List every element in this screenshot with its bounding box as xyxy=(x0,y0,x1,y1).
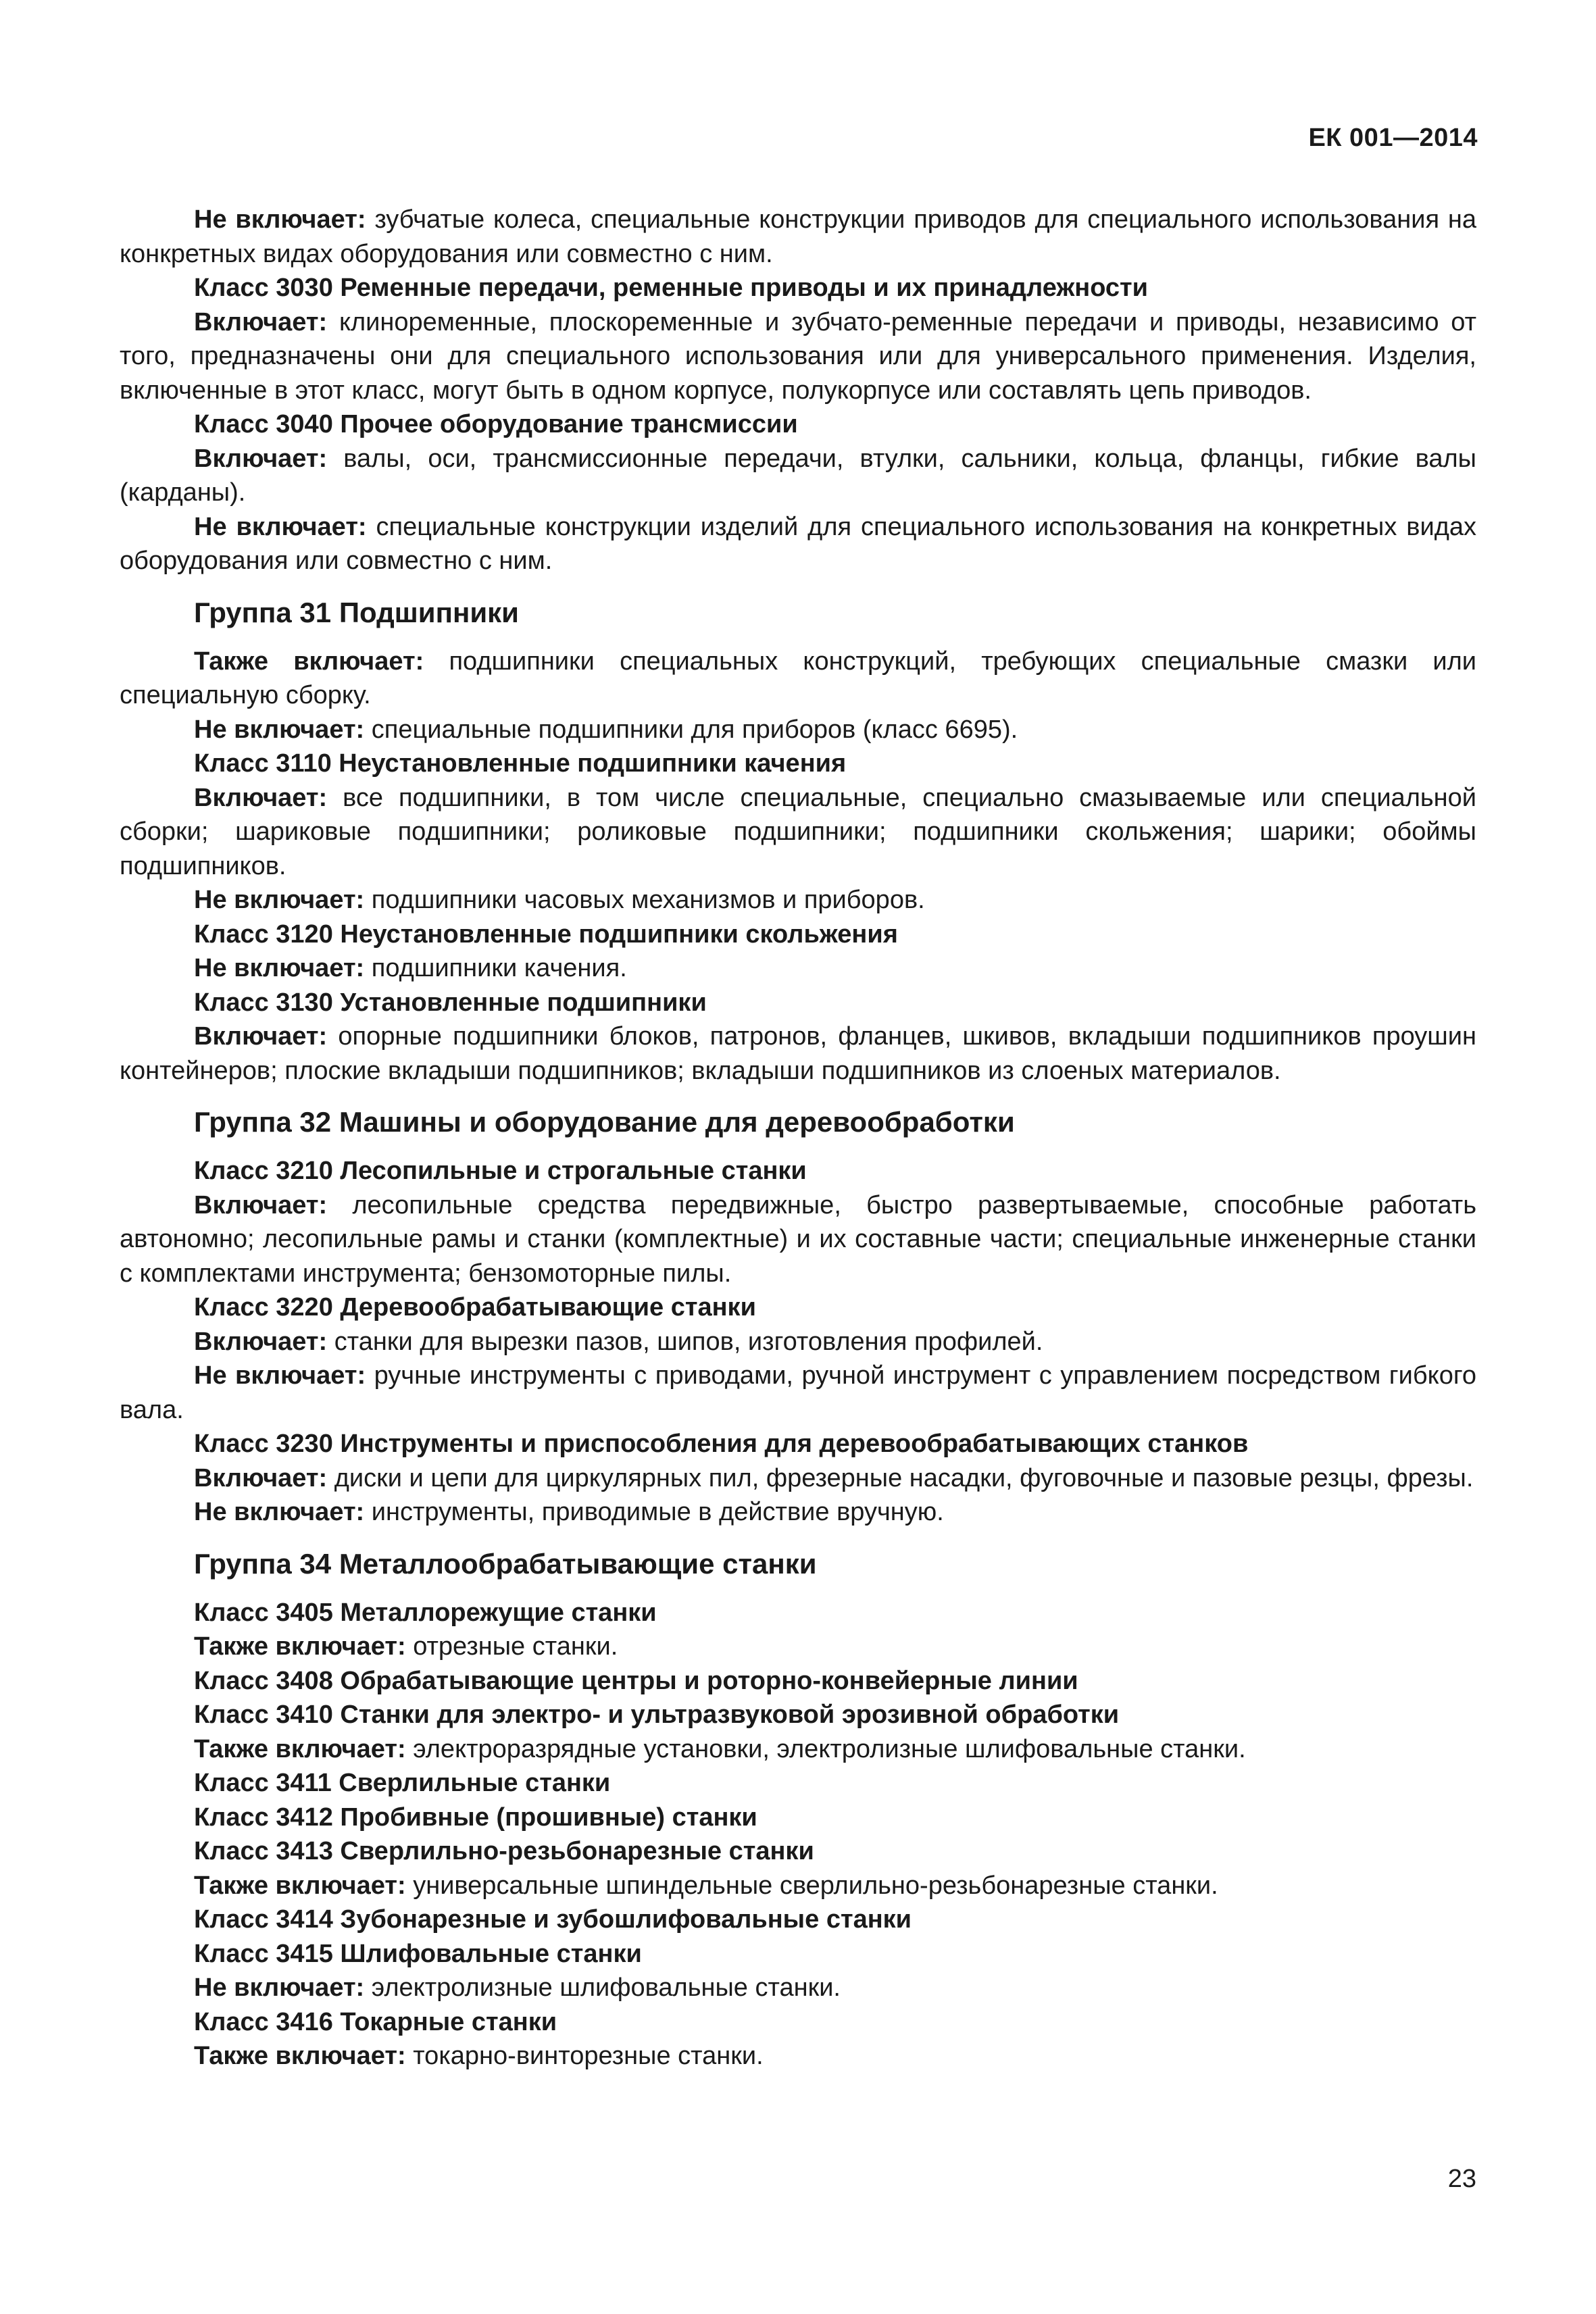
paragraph-text: электролизные шлифовальные станки. xyxy=(371,1973,841,2002)
paragraph-label: Включает: xyxy=(194,1327,328,1356)
class-heading: Класс 3415 Шлифовальные станки xyxy=(194,1939,642,1968)
paragraph-label: Не включает: xyxy=(194,954,365,982)
paragraph xyxy=(120,713,1476,747)
document-code: ЕК 001—2014 xyxy=(1308,124,1478,152)
paragraph xyxy=(120,1869,1476,1903)
paragraph-label: Также включает: xyxy=(194,2042,406,2070)
paragraph-text: все подшипники, в том числе специальные, специально смазываемые или специальной сборки; шариковые подшипники; роликовые подшипники; подшипники скольжения; шарики; обоймы подшипников. xyxy=(120,783,1477,880)
paragraph xyxy=(120,2039,1476,2073)
paragraph xyxy=(120,1971,1476,2005)
paragraph xyxy=(120,442,1476,510)
paragraph-text: валы, оси, трансмиссионные передачи, втулки, сальники, кольца, фланцы, гибкие валы (карданы). xyxy=(120,444,1476,507)
paragraph-label: Не включает: xyxy=(194,1361,366,1390)
page-number: 23 xyxy=(1447,2165,1476,2193)
paragraph-text: лесопильные средства передвижные, быстро развертываемые, способные работать автономно; лесопильные рамы и станки (комплектные) и их составные части; специальные инженерные станки с комплектами инструмента; бензомоторные пилы. xyxy=(120,1190,1476,1288)
paragraph-text: ручные инструменты с приводами, ручной инструмент с управлением посредством гибкого вала. xyxy=(120,1361,1477,1424)
paragraph-text: инструменты, приводимые в действие вручную. xyxy=(371,1498,944,1526)
paragraph-label: Не включает: xyxy=(194,1973,365,2002)
paragraph-label: Не включает: xyxy=(194,1498,365,1526)
paragraph xyxy=(120,1188,1476,1291)
paragraph-text: подшипники качения. xyxy=(371,954,627,982)
class-heading: Класс 3411 Сверлильные станки xyxy=(194,1769,611,1797)
paragraph-label: Также включает: xyxy=(194,1734,406,1763)
paragraph xyxy=(120,1359,1476,1427)
paragraph-text: опорные подшипники блоков, патронов, фланцев, шкивов, вкладыши подшипников проушин контейнеров; плоские вкладыши подшипников; вкладыши подшипников из слоеных материалов. xyxy=(120,1022,1476,1085)
class-heading: Класс 3230 Инструменты и приспособления для деревообрабатывающих станков xyxy=(194,1430,1249,1458)
class-heading: Класс 3030 Ременные передачи, ременные приводы и их принадлежности xyxy=(194,274,1149,302)
paragraph-label: Не включает: xyxy=(194,205,366,234)
paragraph-label: Включает: xyxy=(194,1190,328,1219)
class-heading: Класс 3410 Станки для электро- и ультразвуковой эрозивной обработки xyxy=(194,1701,1120,1729)
paragraph-label: Включает: xyxy=(194,1022,328,1051)
group-heading: Группа 34 Металлообрабатывающие станки xyxy=(194,1547,817,1580)
paragraph xyxy=(120,1461,1476,1496)
paragraph-text: электроразрядные установки, электролизные шлифовальные станки. xyxy=(413,1734,1246,1763)
class-heading: Класс 3120 Неустановленные подшипники скольжения xyxy=(194,920,898,949)
paragraph-label: Также включает: xyxy=(194,647,424,676)
paragraph-label: Включает: xyxy=(194,307,328,336)
paragraph xyxy=(120,203,1476,271)
paragraph-label: Не включает: xyxy=(194,715,365,744)
paragraph-text: диски и цепи для циркулярных пил, фрезерные насадки, фуговочные и пазовые резцы, фрезы. xyxy=(334,1463,1474,1492)
paragraph xyxy=(120,1732,1476,1767)
paragraph-text: станки для вырезки пазов, шипов, изготовления профилей. xyxy=(334,1327,1043,1356)
class-heading: Класс 3210 Лесопильные и строгальные станки xyxy=(194,1157,807,1185)
paragraph xyxy=(120,510,1476,578)
paragraph xyxy=(120,1325,1476,1359)
paragraph-text: подшипники часовых механизмов и приборов. xyxy=(371,886,925,914)
class-heading: Класс 3220 Деревообрабатывающие станки xyxy=(194,1293,756,1322)
paragraph xyxy=(120,1630,1476,1664)
paragraph-text: специальные конструкции изделий для специального использования на конкретных видах оборудования или совместно с ним. xyxy=(120,512,1477,575)
class-heading: Класс 3412 Пробивные (прошивные) станки xyxy=(194,1803,757,1832)
group-heading: Группа 32 Машины и оборудование для деревообработки xyxy=(194,1106,1015,1138)
group-heading: Группа 31 Подшипники xyxy=(194,596,519,628)
document-body xyxy=(120,203,1476,2073)
paragraph-label: Включает: xyxy=(194,444,328,473)
paragraph-label: Включает: xyxy=(194,783,328,812)
paragraph-label: Включает: xyxy=(194,1463,328,1492)
class-heading: Класс 3110 Неустановленные подшипники качения xyxy=(194,749,847,778)
paragraph-text: клиноременные, плоскоременные и зубчато-ременные передачи и приводы, независимо от того, предназначены они для специального использования или для универсального применения. Изделия, включенные в этот класс, могут быть в одном корпусе, полукорпусе или составлять цепь приводов. xyxy=(120,307,1476,405)
paragraph-text: подшипники специальных конструкций, требующих специальные смазки или специальную сборку. xyxy=(120,647,1476,709)
class-heading: Класс 3408 Обрабатывающие центры и роторно-конвейерные линии xyxy=(194,1666,1078,1695)
paragraph xyxy=(120,951,1476,986)
paragraph xyxy=(120,883,1476,917)
paragraph xyxy=(120,781,1476,884)
paragraph xyxy=(120,645,1476,713)
paragraph-text: специальные подшипники для приборов (класс 6695). xyxy=(371,715,1018,744)
class-heading: Класс 3040 Прочее оборудование трансмиссии xyxy=(194,410,798,438)
class-heading: Класс 3130 Установленные подшипники xyxy=(194,988,707,1017)
paragraph xyxy=(120,1020,1476,1088)
class-heading: Класс 3405 Металлорежущие станки xyxy=(194,1598,657,1627)
paragraph-text: универсальные шпиндельные сверлильно-резьбонарезные станки. xyxy=(413,1871,1218,1900)
class-heading: Класс 3413 Сверлильно-резьбонарезные станки xyxy=(194,1837,814,1865)
paragraph-text: токарно-винторезные станки. xyxy=(413,2042,764,2070)
paragraph-label: Не включает: xyxy=(194,512,367,541)
paragraph-label: Также включает: xyxy=(194,1871,406,1900)
class-heading: Класс 3414 Зубонарезные и зубошлифовальные станки xyxy=(194,1905,912,1934)
class-heading: Класс 3416 Токарные станки xyxy=(194,2007,557,2036)
paragraph-label: Не включает: xyxy=(194,886,365,914)
paragraph xyxy=(120,1495,1476,1530)
paragraph-label: Также включает: xyxy=(194,1632,406,1661)
paragraph-text: отрезные станки. xyxy=(413,1632,618,1661)
paragraph xyxy=(120,305,1476,408)
paragraph-text: зубчатые колеса, специальные конструкции приводов для специального использования на конкретных видах оборудования или совместно с ним. xyxy=(120,205,1476,268)
